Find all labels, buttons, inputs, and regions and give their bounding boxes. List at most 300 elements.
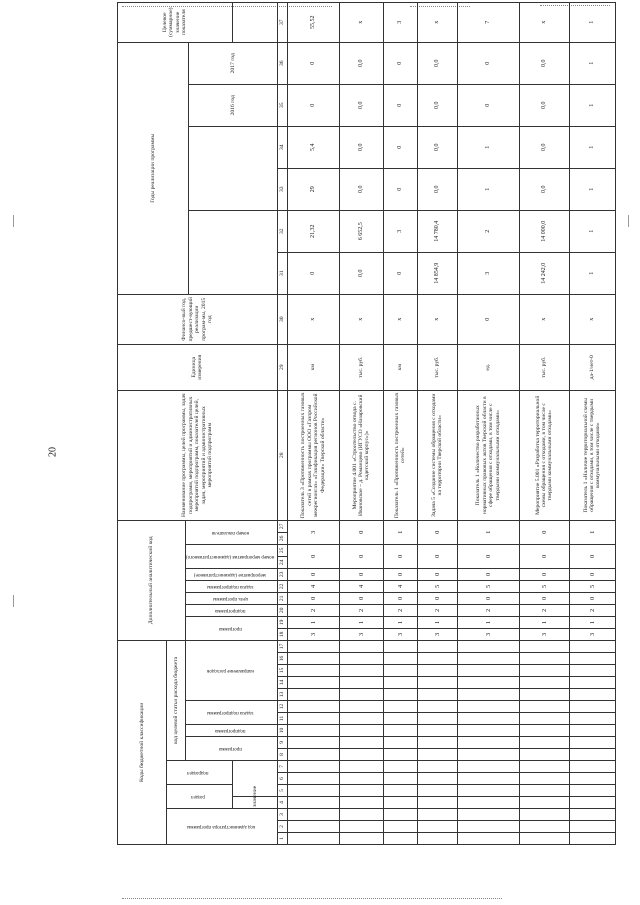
budget-code-cell [383, 677, 417, 689]
scan-mark-right-upper [628, 215, 629, 227]
extra-code-cell: 0 [519, 592, 569, 604]
budget-code-cell [457, 640, 519, 652]
budget-code-cell [519, 797, 569, 809]
column-number: 21 [277, 592, 287, 604]
budget-code-cell [519, 773, 569, 785]
year-value-cell: 0 [383, 42, 417, 84]
unit-cell: тыс. руб. [519, 344, 569, 390]
year-value-cell: 0 [287, 84, 339, 126]
year-value-cell: 14 000,0 [519, 210, 569, 252]
extra-code-cell: 2 [287, 604, 339, 616]
column-number: 18 [277, 628, 287, 640]
budget-code-cell [383, 785, 417, 797]
unit-header: Единица измерения [118, 344, 278, 390]
year-value-cell: 0 [383, 252, 417, 294]
budget-code-cell [519, 689, 569, 701]
year-value-cell: 3 [383, 210, 417, 252]
budget-code-cell [417, 725, 457, 737]
direction-header: направление расходов [186, 640, 278, 700]
budget-code-cell [569, 785, 615, 797]
extra-code-cell: 0 [383, 568, 417, 580]
budget-code-cell [457, 701, 519, 713]
subprogram-header: подпрограмма [186, 725, 278, 737]
unit-cell: км [287, 344, 339, 390]
base-year-cell: х [383, 294, 417, 344]
year-value-cell: 29 [287, 168, 339, 210]
extra-code-cell: 0 [519, 520, 569, 544]
column-number: 5 [277, 785, 287, 797]
extra-code-cell: 1 [383, 520, 417, 544]
base-year-cell: х [287, 294, 339, 344]
unit-cell: км [383, 344, 417, 390]
extra-code-cell: 1 [417, 616, 457, 628]
extra-code-cell: 5 [519, 580, 569, 592]
column-number: 8 [277, 749, 287, 761]
year-value-cell: 5,4 [287, 126, 339, 168]
column-number: 31 [277, 252, 287, 294]
year-value-cell: 0,0 [519, 84, 569, 126]
budget-code-cell [457, 809, 519, 821]
target-code-header: код целевой статьи расхода бюджета [167, 640, 186, 760]
table-row [457, 2, 519, 844]
subsection-sub-cell [188, 126, 277, 210]
column-number: 28 [277, 390, 287, 520]
extra-code-cell: 2 [569, 604, 615, 616]
column-number: 30 [277, 294, 287, 344]
extra-code-cell: 1 [569, 520, 615, 544]
budget-code-cell [457, 653, 519, 665]
extra-code-cell: 3 [287, 520, 339, 544]
budget-code-cell [417, 713, 457, 725]
year-value-cell: 14 780,4 [417, 210, 457, 252]
budget-code-cell [569, 761, 615, 773]
budget-code-cell [569, 797, 615, 809]
budget-code-cell [457, 773, 519, 785]
budget-code-cell [287, 725, 339, 737]
year-value-cell: 0 [287, 42, 339, 84]
column-number: 7 [277, 761, 287, 773]
unit-cell: ед. [457, 344, 519, 390]
base-year-cell: х [339, 294, 383, 344]
column-number: 35 [277, 84, 287, 126]
extra-code-cell: 0 [457, 544, 519, 568]
budget-code-cell [383, 653, 417, 665]
column-number: 26 [277, 532, 287, 544]
extra-code-cell: 4 [339, 580, 383, 592]
extra-code-cell: 0 [339, 544, 383, 568]
extra-code-cell: 3 [417, 628, 457, 640]
budget-code-cell [519, 665, 569, 677]
column-number: 22 [277, 580, 287, 592]
column-number: 36 [277, 42, 287, 84]
budget-code-cell [417, 773, 457, 785]
base-year-cell: х [519, 294, 569, 344]
rotated-table-container [117, 7, 615, 845]
extra-code-cell: 0 [417, 592, 457, 604]
budget-code-cell [339, 725, 383, 737]
budget-code-cell [457, 833, 519, 845]
year-value-cell: 0,0 [339, 84, 383, 126]
budget-code-cell [339, 797, 383, 809]
year-value-cell: 1 [569, 210, 615, 252]
budget-code-cell [569, 725, 615, 737]
unit-cell: да-1/нет-0 [569, 344, 615, 390]
extra-code-cell: 0 [417, 520, 457, 544]
base-year-cell: 0 [457, 294, 519, 344]
budget-code-cell [569, 677, 615, 689]
budget-code-cell [457, 821, 519, 833]
budget-code-cell [417, 677, 457, 689]
extra-code-cell: 0 [339, 520, 383, 544]
scan-mark-left-lower [13, 595, 14, 607]
extra-code-cell: 5 [569, 580, 615, 592]
budget-code-cell [569, 821, 615, 833]
budget-code-cell [339, 833, 383, 845]
budget-code-cell [383, 701, 417, 713]
year-value-cell: 0,0 [417, 84, 457, 126]
budget-code-cell [569, 689, 615, 701]
budget-code-cell [287, 809, 339, 821]
extra-code-cell: 0 [457, 568, 519, 580]
budget-code-cell [457, 785, 519, 797]
budget-code-cell [417, 665, 457, 677]
extra-code-cell: 3 [569, 628, 615, 640]
budget-code-cell [417, 833, 457, 845]
budget-code-cell [383, 773, 417, 785]
row-name-cell: Показатель 1 «Количество разработанных нормативных правовых актов Тверской области в сфере обращения с отходами, в том числе с твердыми коммунальными отходами» [457, 390, 519, 520]
column-number: 13 [277, 689, 287, 701]
table-row [519, 2, 569, 844]
extra-code-cell: 0 [569, 544, 615, 568]
budget-code-cell [383, 809, 417, 821]
budget-code-cell [519, 821, 569, 833]
extra-code-cell: 4 [383, 580, 417, 592]
column-number: 32 [277, 210, 287, 252]
dc-subprogram-header: подпрограмма [186, 604, 278, 616]
target-value-cell: 1 [569, 2, 615, 42]
year-value-cell: 6 652,5 [339, 210, 383, 252]
budget-code-cell [569, 640, 615, 652]
section-sub-cell [188, 210, 277, 294]
budget-program-table [117, 2, 616, 845]
budget-code-cell [457, 761, 519, 773]
extra-code-header: Дополнительный аналитический код [118, 520, 186, 640]
extra-code-cell: 2 [457, 604, 519, 616]
column-number: 12 [277, 701, 287, 713]
year-value-cell: 0 [383, 168, 417, 210]
extra-code-cell: 0 [569, 592, 615, 604]
extra-code-cell: 2 [417, 604, 457, 616]
budget-code-cell [569, 701, 615, 713]
budget-code-cell [287, 640, 339, 652]
column-number: 4 [277, 797, 287, 809]
budget-code-cell [417, 640, 457, 652]
section-header: раздел [167, 785, 233, 809]
year-value-cell: 3 [457, 252, 519, 294]
budget-code-cell [339, 737, 383, 749]
dc-goal-header: цель программы [186, 592, 278, 604]
row-name-cell: Показатель 1 «Протяженность построенных газовых сетей» [383, 390, 417, 520]
year-value-cell: 0 [287, 252, 339, 294]
budget-code-cell [339, 821, 383, 833]
budget-code-cell [417, 749, 457, 761]
page-number: 20 [47, 447, 59, 457]
budget-code-cell [339, 785, 383, 797]
extra-code-cell: 3 [383, 628, 417, 640]
year-value-cell: 0,0 [519, 126, 569, 168]
admin-code-header: код администратора программы [167, 809, 278, 845]
extra-code-cell: 5 [417, 580, 457, 592]
column-number: 25 [277, 544, 287, 556]
year-value-cell: 0 [383, 126, 417, 168]
budget-code-cell [339, 640, 383, 652]
target-value-cell: х [339, 2, 383, 42]
table-row [569, 2, 615, 844]
budget-code-cell [417, 761, 457, 773]
budget-code-cell [383, 737, 417, 749]
subsection-header: подраздел [167, 761, 233, 785]
column-number: 2 [277, 821, 287, 833]
program-header: программа [186, 737, 278, 761]
unit-cell: тыс. руб. [339, 344, 383, 390]
extra-code-cell: 0 [417, 568, 457, 580]
target-value-cell: х [417, 2, 457, 42]
budget-code-cell [457, 725, 519, 737]
extra-code-cell: 2 [339, 604, 383, 616]
column-number: 10 [277, 725, 287, 737]
budget-code-cell [519, 761, 569, 773]
budget-code-cell [287, 653, 339, 665]
extra-code-cell: 1 [339, 616, 383, 628]
budget-code-cell [339, 773, 383, 785]
year-value-cell: 14 854,9 [417, 252, 457, 294]
extra-code-cell: 1 [519, 616, 569, 628]
budget-code-cell [417, 737, 457, 749]
year-value-cell: 14 242,0 [519, 252, 569, 294]
target-value-cell: х [519, 2, 569, 42]
column-number: 9 [277, 737, 287, 749]
budget-codes-header: Коды бюджетной классификации [118, 640, 167, 844]
extra-code-cell: 3 [287, 628, 339, 640]
extra-code-cell: 2 [519, 604, 569, 616]
column-number: 3 [277, 809, 287, 821]
budget-code-cell [417, 689, 457, 701]
extra-code-cell: 0 [417, 544, 457, 568]
extra-code-cell: 0 [339, 568, 383, 580]
budget-code-cell [339, 809, 383, 821]
year-value-cell: 1 [569, 252, 615, 294]
target-value-cell: 7 [457, 2, 519, 42]
budget-code-cell [569, 749, 615, 761]
extra-code-cell: 1 [383, 616, 417, 628]
year-2016-header: 2016 год [188, 84, 277, 126]
year-2017-header: 2017 год [188, 42, 277, 84]
budget-code-cell [287, 749, 339, 761]
budget-code-cell [457, 797, 519, 809]
budget-code-cell [339, 665, 383, 677]
budget-code-cell [287, 761, 339, 773]
budget-code-cell [519, 833, 569, 845]
year-value-cell: 0,0 [519, 168, 569, 210]
row-name-cell: Показатель 3 «Протяженность построенных газовых сетей в рамках программы ООО «Газпром межрегионгаз» «Газификация регионов Российской Федерации» Тверской области» [287, 390, 339, 520]
year-value-cell: 1 [457, 126, 519, 168]
year-value-cell: 0,0 [417, 126, 457, 168]
budget-code-cell [569, 773, 615, 785]
column-number: 14 [277, 677, 287, 689]
year-value-cell: 1 [569, 126, 615, 168]
dc-measure-header: мероприятие (административное) [186, 568, 278, 580]
target-value-cell: 3 [383, 2, 417, 42]
extra-code-cell: 1 [569, 616, 615, 628]
table-row [383, 2, 417, 844]
table-row [287, 2, 339, 844]
extra-code-cell: 0 [287, 592, 339, 604]
column-number: 19 [277, 616, 287, 628]
budget-code-cell [287, 713, 339, 725]
year-value-cell: 2 [457, 210, 519, 252]
budget-code-cell [519, 785, 569, 797]
budget-code-cell [339, 749, 383, 761]
extra-code-cell: 3 [457, 628, 519, 640]
extra-code-cell: 1 [457, 520, 519, 544]
year-value-cell: 1 [569, 84, 615, 126]
budget-code-cell [457, 737, 519, 749]
budget-code-cell [287, 797, 339, 809]
budget-code-cell [287, 737, 339, 749]
column-number: 34 [277, 126, 287, 168]
budget-code-cell [339, 713, 383, 725]
row-name-cell: Показатель 1 «Наличие территориальной схемы обращения с отходами, в том числе с твердыми коммунальными отходами» [569, 390, 615, 520]
budget-code-cell [383, 725, 417, 737]
budget-code-cell [417, 797, 457, 809]
year-value-cell: 1 [457, 168, 519, 210]
row-name-cell: Задача 5 «Создание системы обращения с отходами на территории Тверской области» [417, 390, 457, 520]
column-number: 20 [277, 604, 287, 616]
extra-code-cell: 0 [287, 544, 339, 568]
budget-code-cell [383, 797, 417, 809]
column-number: 27 [277, 520, 287, 532]
budget-code-cell [519, 749, 569, 761]
budget-code-cell [383, 761, 417, 773]
dc-task-header: задача подпрограммы [186, 580, 278, 592]
year-value-cell: 0 [457, 42, 519, 84]
budget-code-cell [339, 689, 383, 701]
budget-code-cell [569, 833, 615, 845]
budget-code-cell [417, 653, 457, 665]
unit-cell: тыс. руб. [417, 344, 457, 390]
name-header: Наименование программы, целей программы, задач подпрограмм, мероприятий и административных мероприятий подпрограмм, показателей целей, задач, мероприятий и административных мероприятий подпрограмм [118, 390, 278, 520]
budget-code-cell [339, 677, 383, 689]
budget-code-cell [287, 677, 339, 689]
program-goal-header: задача подпрограммы [186, 701, 278, 725]
target-value-cell: 55,52 [287, 2, 339, 42]
budget-code-cell [339, 653, 383, 665]
year-value-cell: 0 [457, 84, 519, 126]
budget-code-cell [519, 653, 569, 665]
budget-code-cell [417, 701, 457, 713]
budget-code-cell [457, 713, 519, 725]
column-number: 1 [277, 833, 287, 845]
year-value-cell: 0,0 [339, 126, 383, 168]
year-value-cell: 0,0 [519, 42, 569, 84]
budget-code-cell [519, 640, 569, 652]
base-year-cell: х [417, 294, 457, 344]
budget-code-cell [287, 785, 339, 797]
extra-code-cell: 0 [519, 544, 569, 568]
base-year-header: Финансо-вый год, предшест-вующий реализации програм-мы, 2015 год [118, 294, 278, 344]
budget-code-cell [287, 665, 339, 677]
column-number: 16 [277, 653, 287, 665]
budget-code-cell [457, 689, 519, 701]
table-row [417, 2, 457, 844]
extra-code-cell: 0 [339, 592, 383, 604]
extra-code-cell: 0 [383, 592, 417, 604]
budget-code-cell [383, 821, 417, 833]
budget-code-cell [383, 713, 417, 725]
year-value-cell: 0,0 [339, 252, 383, 294]
dc-indicator-header: номер показателя [186, 520, 278, 544]
budget-code-cell [569, 737, 615, 749]
extra-code-cell: 0 [457, 592, 519, 604]
extra-code-cell: 5 [457, 580, 519, 592]
budget-code-cell [287, 689, 339, 701]
budget-code-cell [383, 749, 417, 761]
dc-program-header: программа [186, 616, 278, 640]
extra-code-cell: 0 [383, 544, 417, 568]
extra-code-cell: 3 [519, 628, 569, 640]
year-value-cell: 0,0 [339, 168, 383, 210]
column-number: 23 [277, 568, 287, 580]
budget-code-cell [383, 640, 417, 652]
budget-code-cell [287, 773, 339, 785]
column-number: 33 [277, 168, 287, 210]
budget-code-cell [383, 689, 417, 701]
column-number: 29 [277, 344, 287, 390]
budget-code-cell [569, 665, 615, 677]
budget-code-cell [287, 701, 339, 713]
year-value-cell: 0,0 [417, 42, 457, 84]
budget-code-cell [339, 761, 383, 773]
budget-code-cell [287, 821, 339, 833]
column-number: 37 [277, 2, 287, 42]
year-value-cell: 0,0 [339, 42, 383, 84]
budget-code-cell [457, 749, 519, 761]
years-group-header: Годы реализации программы [118, 42, 189, 294]
budget-code-cell [417, 809, 457, 821]
year-value-cell: 1 [569, 42, 615, 84]
budget-code-cell [417, 785, 457, 797]
row-name-cell: Мероприятие 5.001 «Разработка территориальной схемы обращения с отходами, в том числе с твердыми коммунальными отходами» [519, 390, 569, 520]
extra-code-cell: 1 [287, 616, 339, 628]
budget-code-cell [417, 821, 457, 833]
budget-code-cell [287, 833, 339, 845]
budget-code-cell [457, 677, 519, 689]
column-number: 17 [277, 640, 287, 652]
extra-code-cell: 4 [287, 580, 339, 592]
dc-measure-no-header: номер мероприятия (административного) [186, 544, 278, 568]
year-value-cell: 21,32 [287, 210, 339, 252]
scan-mark-left-upper [13, 215, 14, 227]
budget-code-cell [519, 713, 569, 725]
budget-code-cell [519, 725, 569, 737]
column-number: 6 [277, 773, 287, 785]
budget-code-cell [519, 677, 569, 689]
scan-edge-bottom [122, 898, 502, 899]
budget-code-cell [569, 713, 615, 725]
year-value-cell: 0 [383, 84, 417, 126]
base-year-cell: х [569, 294, 615, 344]
column-number: 15 [277, 665, 287, 677]
